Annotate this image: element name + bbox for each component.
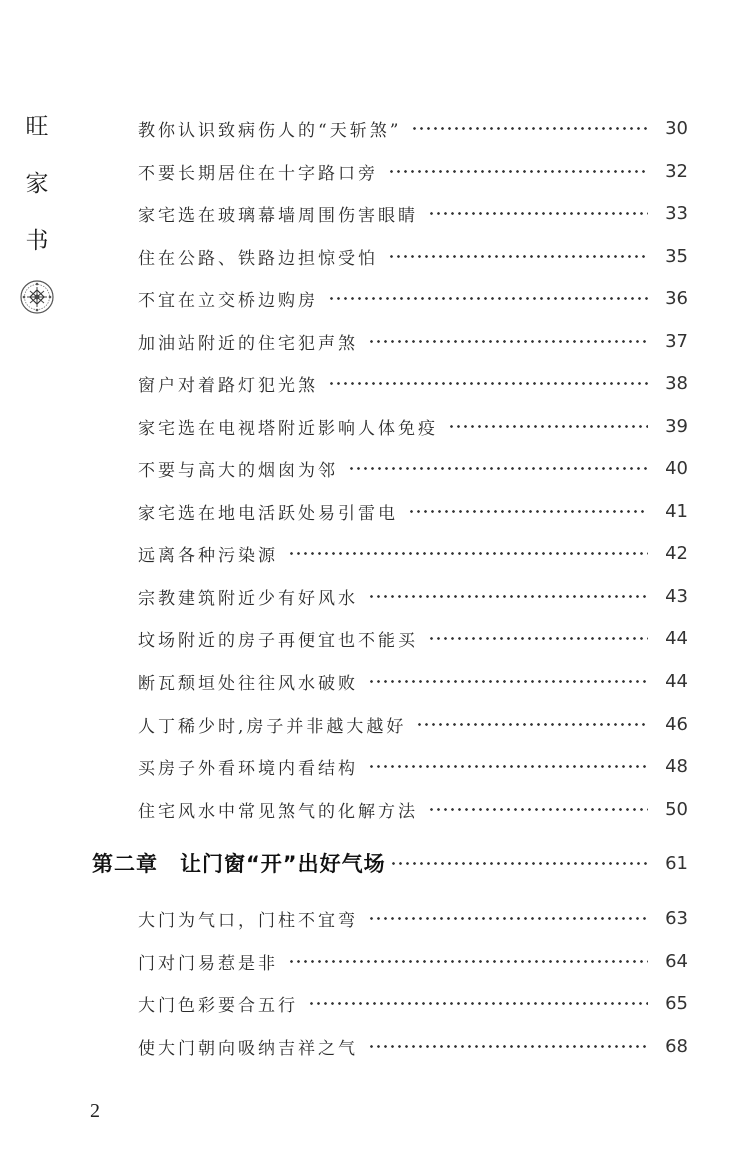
entry-page: 63 — [665, 907, 688, 929]
toc-entry[interactable] — [138, 156, 688, 186]
toc-entry[interactable] — [138, 326, 688, 356]
dot-leader — [448, 425, 648, 428]
entry-title: 不宜在立交桥边购房 — [138, 290, 318, 311]
entry-page: 38 — [665, 372, 688, 394]
chapter-label: 第二章 — [92, 852, 158, 876]
dot-leader — [390, 862, 648, 865]
toc-chapter-heading[interactable] — [92, 848, 688, 878]
toc-entry[interactable] — [138, 496, 688, 526]
toc-entry[interactable] — [138, 666, 688, 696]
entry-page: 40 — [665, 457, 688, 479]
toc-entry[interactable] — [138, 241, 688, 271]
entry-page: 46 — [665, 713, 688, 735]
dot-leader — [328, 297, 648, 300]
entry-title: 不要长期居住在十字路口旁 — [138, 163, 378, 184]
entry-title: 门对门易惹是非 — [138, 953, 278, 974]
entry-page: 44 — [665, 627, 688, 649]
page-number: 2 — [90, 1100, 100, 1122]
entry-page: 42 — [665, 542, 688, 564]
toc-entry[interactable] — [138, 581, 688, 611]
chapter-title: 让门窗“开”出好气场 — [180, 852, 386, 876]
book-title-char-2: 家 — [25, 171, 49, 197]
entry-title: 住宅风水中常见煞气的化解方法 — [138, 801, 418, 822]
chapter-heading — [92, 848, 386, 878]
entry-page: 41 — [665, 500, 688, 522]
toc-entry[interactable] — [138, 751, 688, 781]
entry-page: 32 — [665, 160, 688, 182]
book-title-char-3: 书 — [25, 228, 49, 254]
entry-title: 不要与高大的烟囱为邻 — [138, 460, 338, 481]
toc-entry[interactable] — [138, 411, 688, 441]
entry-title: 买房子外看环境内看结构 — [138, 758, 358, 779]
entry-page: 37 — [665, 330, 688, 352]
dot-leader — [288, 552, 648, 555]
entry-page: 39 — [665, 415, 688, 437]
entry-title: 家宅选在玻璃幕墙周围伤害眼睛 — [138, 205, 418, 226]
entry-page: 65 — [665, 992, 688, 1014]
entry-title: 人丁稀少时,房子并非越大越好 — [138, 716, 407, 737]
entry-title: 大门色彩要合五行 — [138, 995, 298, 1016]
dot-leader — [411, 127, 648, 130]
dot-leader — [368, 1045, 648, 1048]
entry-title: 宗教建筑附近少有好风水 — [138, 588, 358, 609]
toc-entry[interactable] — [138, 988, 688, 1018]
dot-leader — [368, 917, 648, 920]
dot-leader — [408, 510, 648, 513]
toc-entry[interactable] — [138, 538, 688, 568]
dot-leader — [308, 1002, 648, 1005]
entry-page: 35 — [665, 245, 688, 267]
entry-title: 教你认识致病伤人的“天斩煞” — [138, 120, 402, 141]
chapter-page: 61 — [665, 852, 688, 874]
toc-entry[interactable] — [138, 1031, 688, 1061]
entry-title: 断瓦颓垣处往往风水破败 — [138, 673, 358, 694]
dot-leader — [368, 765, 648, 768]
entry-page: 64 — [665, 950, 688, 972]
dot-leader — [416, 723, 648, 726]
toc-entry[interactable] — [138, 198, 688, 228]
entry-title: 大门为气口，门柱不宜弯 — [138, 910, 358, 931]
toc-entry[interactable] — [138, 453, 688, 483]
dot-leader — [388, 255, 648, 258]
entry-title: 家宅选在电视塔附近影响人体免疫 — [138, 418, 438, 439]
entry-page: 50 — [665, 798, 688, 820]
toc-entry[interactable] — [138, 946, 688, 976]
entry-page: 30 — [665, 117, 688, 139]
dot-leader — [428, 212, 648, 215]
entry-page: 48 — [665, 755, 688, 777]
toc-entry[interactable] — [138, 794, 688, 824]
entry-title: 加油站附近的住宅犯声煞 — [138, 333, 358, 354]
entry-page: 44 — [665, 670, 688, 692]
toc-entry[interactable] — [138, 623, 688, 653]
entry-title: 坟场附近的房子再便宜也不能买 — [138, 630, 418, 651]
dot-leader — [428, 637, 648, 640]
dot-leader — [428, 808, 648, 811]
entry-title: 远离各种污染源 — [138, 545, 278, 566]
dot-leader — [288, 960, 648, 963]
entry-title: 住在公路、铁路边担惊受怕 — [138, 248, 378, 269]
dot-leader — [328, 382, 648, 385]
dot-leader — [368, 595, 648, 598]
dot-leader — [388, 170, 648, 173]
toc-entry[interactable] — [138, 368, 688, 398]
dot-leader — [348, 467, 648, 470]
toc-entry[interactable] — [138, 283, 688, 313]
entry-page: 43 — [665, 585, 688, 607]
entry-page: 33 — [665, 202, 688, 224]
entry-page: 36 — [665, 287, 688, 309]
entry-page: 68 — [665, 1035, 688, 1057]
dot-leader — [368, 340, 648, 343]
entry-title: 家宅选在地电活跃处易引雷电 — [138, 503, 398, 524]
toc-entry[interactable] — [138, 709, 688, 739]
toc-entry[interactable] — [138, 113, 688, 143]
dot-leader — [368, 680, 648, 683]
book-title-char-1: 旺 — [25, 114, 49, 140]
toc-entry[interactable] — [138, 903, 688, 933]
entry-title: 使大门朝向吸纳吉祥之气 — [138, 1038, 358, 1059]
entry-title: 窗户对着路灯犯光煞 — [138, 375, 318, 396]
